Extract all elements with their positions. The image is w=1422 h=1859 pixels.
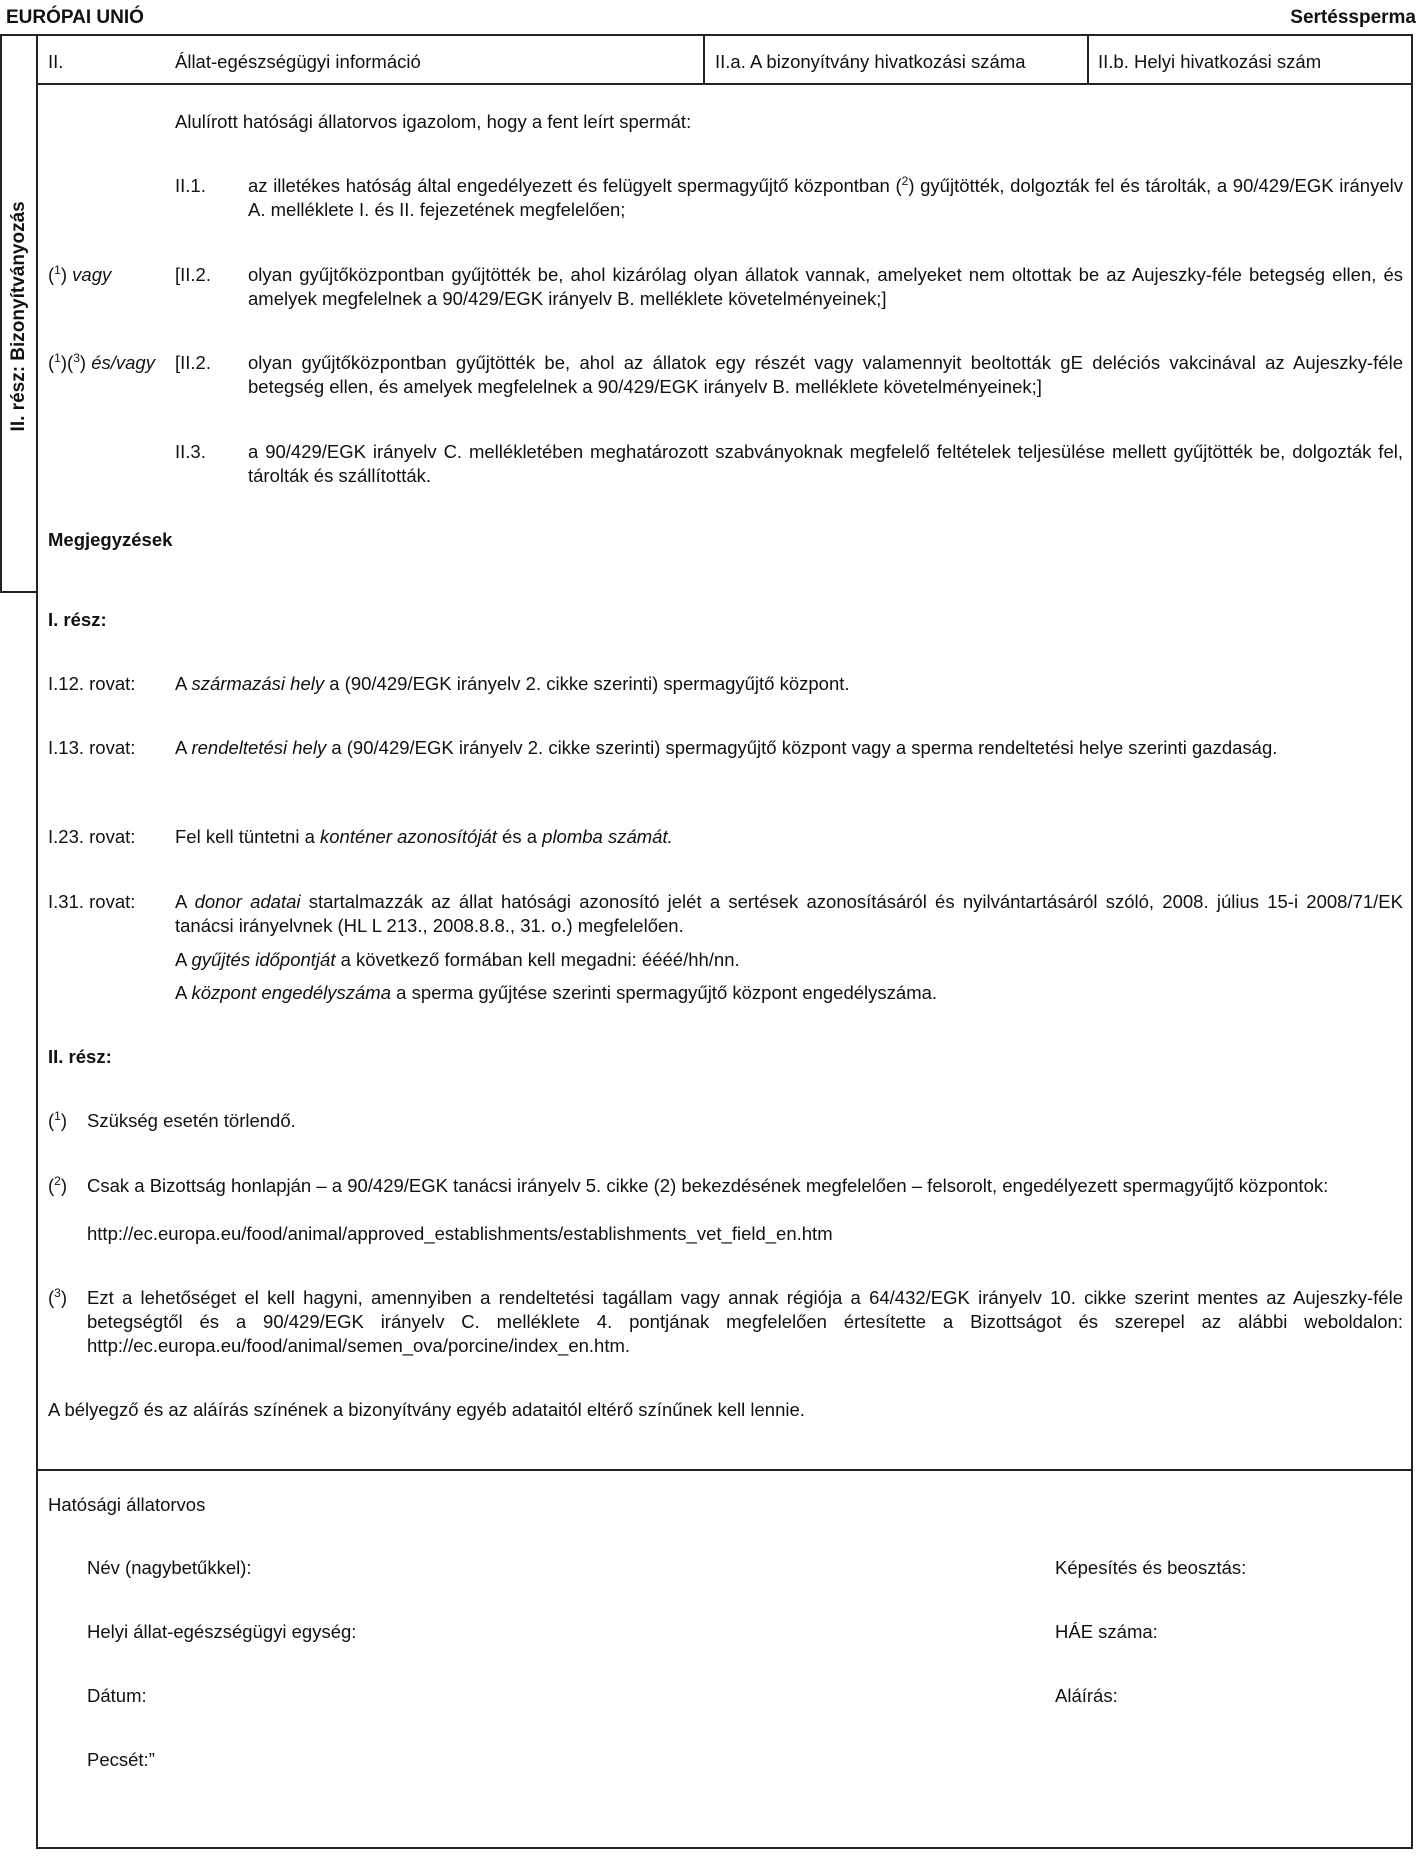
cert-item-text: olyan gyűjtőközpontban gyűjtötték be, ahol az állatok egy részét vagy valamennyit beoltották gE deléciós vakcinával az Aujeszky-féle betegség ellen, és amelyek megfelelnek a 90/429/EGK irányelv B. melléklete követelményeinek;] <box>248 352 1403 398</box>
footnote-text: Ezt a lehetőséget el kell hagyni, amennyiben a rendeltetési tagállam vagy annak régiója a 64/432/EGK irányelv 10. cikke szerint mentes az Aujeszky-féle betegségtől és a 90/429/EGK irányelv C. melléklete 4. pontjának megfelelően értesítette a Bizottságot és szerepel az alábbi weboldalon: http://ec.europa.eu/food/animal/semen_ova/porcine/index_en.htm. <box>87 1287 1403 1357</box>
footnote-text: Csak a Bizottság honlapján – a 90/429/EGK tanácsi irányelv 5. cikke (2) bekezdésének megfelelően – felsorolt, engedélyezett spermagyűjtő központok: <box>87 1175 1329 1196</box>
footnote-marker: ($^1$) <box>48 1109 68 1131</box>
notes-heading: Megjegyzések <box>48 529 173 550</box>
note-text: A donor adatai startalmazzák az állat hatósági azonosító jelét a sertések azonosításáról és nyilvántartásáról szóló, 2008. július 15-i 2008/71/EK tanácsi irányelvnek (HL L 213., 2008.8.8., 31. o.) megfelelően. <box>175 891 1403 937</box>
option-label: ($^1$) vagy <box>48 263 112 285</box>
cert-item-code: II.3. <box>175 441 206 462</box>
footnote-marker: ($^2$) <box>48 1174 68 1196</box>
frame-border-right <box>1411 34 1413 1849</box>
note-text: A gyűjtés időpontját a következő formában kell megadni: éééé/hh/nn. <box>175 949 740 970</box>
document-union-title: EURÓPAI UNIÓ <box>6 7 144 28</box>
frame-border-bottom <box>36 1847 1413 1849</box>
section-title: Állat-egészségügyi információ <box>175 51 421 72</box>
row-divider <box>36 83 1413 85</box>
cert-item-text: a 90/429/EGK irányelv C. mellékletében meghatározott szabványoknak megfelelő feltételek teljesülése mellett gyűjtötték be, dolgozták fel, tárolták és szállították. <box>248 441 1403 487</box>
signature-field-label: Aláírás: <box>1055 1685 1118 1706</box>
part1-heading: I. rész: <box>48 609 107 630</box>
official-vet-label: Hatósági állatorvos <box>48 1494 206 1515</box>
option-label: ($^1$)($^3$) és/vagy <box>48 351 155 373</box>
footnote-text: Szükség esetén törlendő. <box>87 1110 296 1131</box>
signature-divider <box>36 1469 1413 1471</box>
frame-border-left <box>36 34 38 1849</box>
local-unit-field-label: Helyi állat-egészségügyi egység: <box>87 1621 357 1642</box>
note-label: I.13. rovat: <box>48 737 136 758</box>
stamp-field-label: Pecsét:” <box>87 1749 155 1770</box>
cert-item-code: II.1. <box>175 175 206 196</box>
note-text: A központ engedélyszáma a sperma gyűjtése szerinti spermagyűjtő központ engedélyszáma. <box>175 982 938 1003</box>
name-field-label: Név (nagybetűkkel): <box>87 1557 252 1578</box>
color-note: A bélyegző és az aláírás színének a bizonyítvány egyéb adataitól eltérő színűnek kell lennie. <box>48 1399 805 1420</box>
note-label: I.12. rovat: <box>48 673 136 694</box>
document-category: Sertéssperma <box>1290 7 1416 28</box>
cert-item-text: olyan gyűjtőközpontban gyűjtötték be, ahol kizárólag olyan állatok vannak, amelyeket nem oltottak be az Aujeszky-féle betegség ellen, és amelyek megfelelnek a 90/429/EGK irányelv B. melléklete követelményeinek;] <box>248 264 1403 310</box>
side-label: II. rész: Bizonyítványozás <box>7 200 29 432</box>
note-text: A származási hely a (90/429/EGK irányelv 2. cikke szerinti) spermagyűjtő központ. <box>175 673 850 694</box>
cert-item-code: [II.2. <box>175 352 211 373</box>
qualification-field-label: Képesítés és beosztás: <box>1055 1557 1247 1578</box>
local-reference-label: II.b. Helyi hivatkozási szám <box>1098 51 1322 72</box>
cert-item-text: az illetékes hatóság által engedélyezett és felügyelt spermagyűjtő központban ($^2$) gyűjtötték, dolgozták fel és tárolták, a 90/429/EGK irányelv A. melléklete I. és II. fejezetének megfelelően; <box>248 174 1403 221</box>
cert-item-code: [II.2. <box>175 264 211 285</box>
note-label: I.23. rovat: <box>48 826 136 847</box>
note-text: Fel kell tüntetni a konténer azonosítóját és a plomba számát. <box>175 826 673 847</box>
footnote-url: http://ec.europa.eu/food/animal/approved_establishments/establishments_vet_field_en.htm <box>87 1223 833 1244</box>
date-field-label: Dátum: <box>87 1685 147 1706</box>
footnote-marker: ($^3$) <box>48 1286 68 1308</box>
cert-intro: Alulírott hatósági állatorvos igazolom, hogy a fent leírt spermát: <box>175 111 692 132</box>
col-divider-a <box>703 34 705 84</box>
col-divider-b <box>1087 34 1089 84</box>
note-label: I.31. rovat: <box>48 891 136 912</box>
part2-heading: II. rész: <box>48 1046 112 1067</box>
reference-number-label: II.a. A bizonyítvány hivatkozási száma <box>715 51 1026 72</box>
frame-border-top <box>0 34 1413 36</box>
unit-number-field-label: HÁE száma: <box>1055 1621 1158 1642</box>
note-text: A rendeltetési hely a (90/429/EGK irányelv 2. cikke szerinti) spermagyűjtő központ vagy a sperma rendeltetési helye szerinti gazdaság. <box>175 737 1278 758</box>
section-code: II. <box>48 51 64 72</box>
